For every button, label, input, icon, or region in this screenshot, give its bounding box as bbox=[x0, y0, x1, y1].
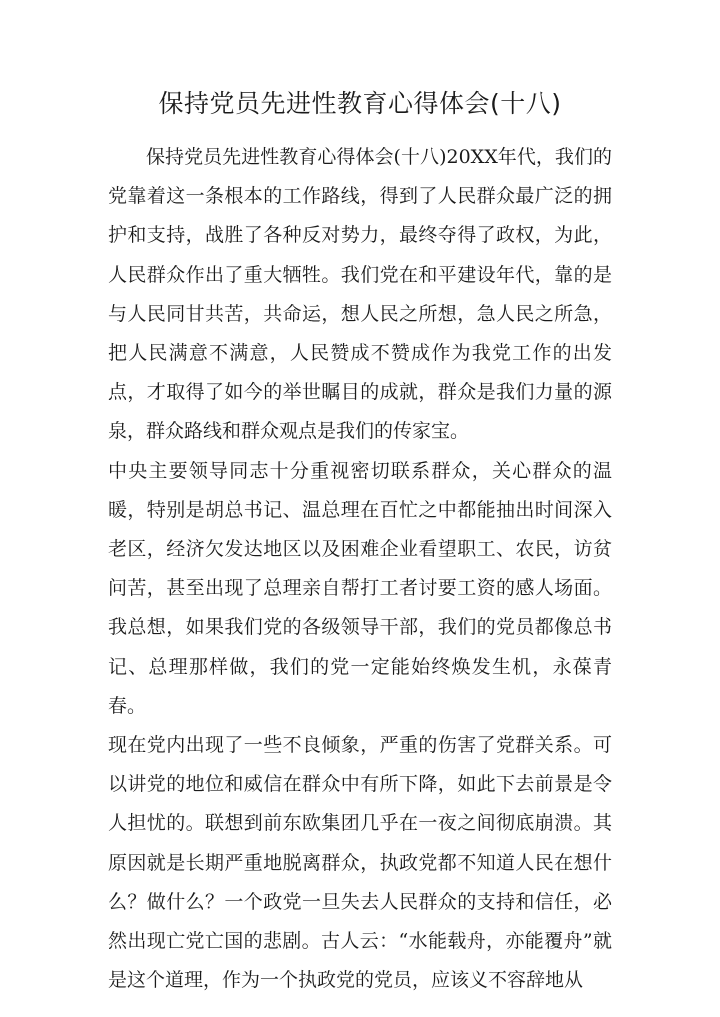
document-title: 保持党员先进性教育心得体会(十八) bbox=[158, 89, 562, 118]
paragraph-3: 现在党内出现了一些不良倾象，严重的伤害了党群关系。可以讲党的地位和威信在群众中有所下降，如此下去前景是令人担忧的。联想到前东欧集团几乎在一夜之间彻底崩溃。其原因就是长期严重地脱离群众，执政党都不知道人民在想什么？做什么？一个政党一旦失去人民群众的支持和信任，必然出现亡党亡国的悲剧。古人云：“水能载舟，亦能覆舟”就是这个道理，作为一个执政党的党员，应该义不容辞地从 bbox=[108, 734, 612, 992]
paragraph-1: 保持党员先进性教育心得体会(十八)20XX年代，我们的党靠着这一条根本的工作路线，得到了人民群众最广泛的拥护和支持，战胜了各种反对势力，最终夺得了政权，为此，人民群众作出了重大牺牲。我们党在和平建设年代，靠的是与人民同甘共苦，共命运，想人民之所想，急人民之所急，把人民满意不满意，人民赞成不赞成作为我党工作的出发点，才取得了如今的举世瞩目的成就，群众是我们力量的源泉，群众路线和群众观点是我们的传家宝。 bbox=[108, 146, 612, 443]
document-body bbox=[108, 138, 612, 1000]
paragraph-2: 中央主要领导同志十分重视密切联系群众，关心群众的温暖，特别是胡总书记、温总理在百忙之中都能抽出时间深入老区，经济欠发达地区以及困难企业看望职工、农民，访贫问苦，甚至出现了总理亲自帮打工者讨要工资的感人场面。我总想，如果我们党的各级领导干部，我们的党员都像总书记、总理那样做，我们的党一定能始终焕发生机，永葆青春。 bbox=[108, 459, 612, 717]
